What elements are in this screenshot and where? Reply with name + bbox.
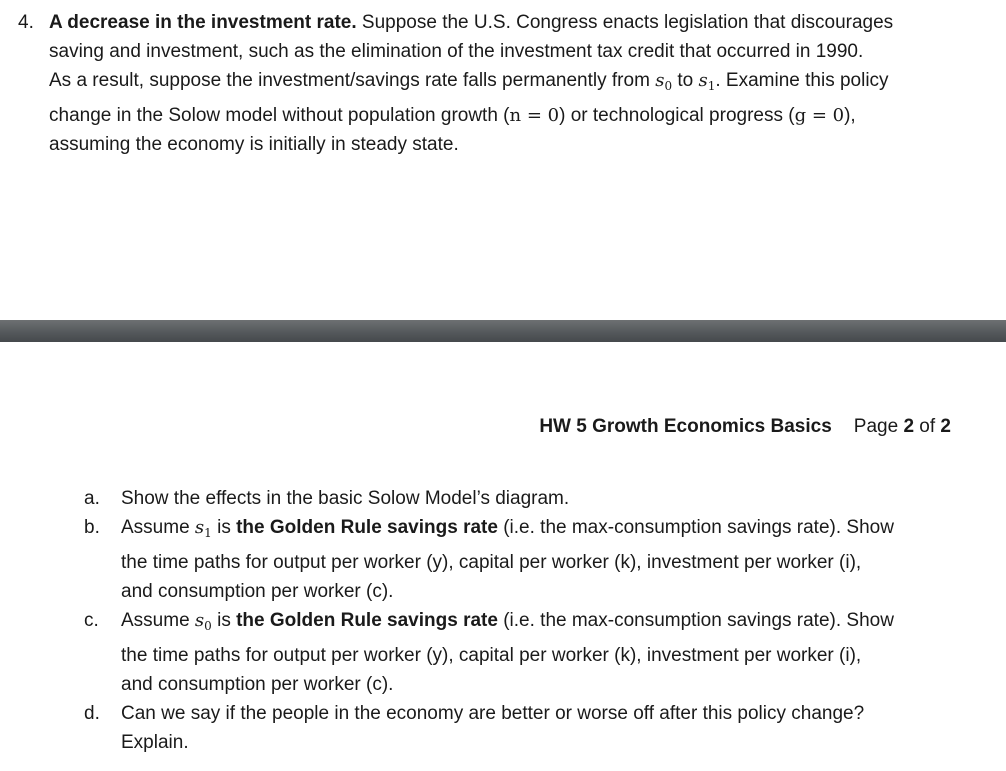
sub-question-letter: a.	[84, 488, 100, 509]
page-header	[539, 415, 951, 439]
question-line-3-to: to	[672, 70, 699, 91]
header-page-word: Page	[853, 416, 904, 437]
page-1-bottom-section	[0, 0, 1006, 320]
header-title: HW 5 Growth Economics Basics	[539, 416, 832, 437]
page-2-top-section	[0, 342, 1006, 771]
math-s0-sub: 0	[204, 619, 212, 633]
header-of-word: of	[914, 416, 941, 437]
sub-question-list	[84, 484, 964, 757]
sub-question-c-mid: is	[211, 610, 237, 631]
math-s1-var: s	[698, 70, 708, 91]
math-s1	[195, 517, 212, 538]
question-line-5: assuming the economy is initially in steady state.	[49, 134, 459, 155]
sub-question-b-line-3: and consumption per worker (c).	[121, 581, 394, 602]
page-break-bar	[0, 320, 1006, 342]
sub-question-d-line-2: Explain.	[121, 732, 189, 753]
sub-question-c-line-3: and consumption per worker (c).	[121, 674, 394, 695]
sub-question-b-pre: Assume	[121, 517, 195, 538]
math-s0-var: s	[655, 70, 665, 91]
header-page-number: 2	[903, 416, 915, 437]
sub-question-b-line-2: the time paths for output per worker (y), capital per worker (k), investment per worker (i),	[121, 552, 862, 573]
math-s1-sub: 1	[204, 526, 212, 540]
math-s1-sub: 1	[707, 79, 716, 93]
question-line-3-text-a: As a result, suppose the investment/savings rate falls permanently from	[49, 70, 656, 91]
question-line-4	[49, 101, 994, 130]
sub-question-c-line-1	[121, 606, 964, 641]
math-g-equation: g = 0	[794, 105, 845, 126]
sub-question-c-line-2: the time paths for output per worker (y), capital per worker (k), investment per worker (i),	[121, 645, 862, 666]
sub-question-d	[84, 699, 964, 757]
sub-question-c-pre: Assume	[121, 610, 195, 631]
sub-question-a	[84, 484, 964, 513]
sub-question-letter: c.	[84, 610, 99, 631]
math-s0-sub: 0	[664, 79, 673, 93]
sub-question-b-mid: is	[211, 517, 237, 538]
golden-rule-phrase: the Golden Rule savings rate	[236, 610, 498, 631]
question-line-4-text-a: change in the Solow model without population growth (	[49, 105, 510, 126]
question-line-4-text-b: ) or technological progress (	[559, 105, 795, 126]
sub-question-a-text: Show the effects in the basic Solow Model’s diagram.	[121, 488, 570, 509]
question-line-1	[49, 8, 994, 37]
math-s0	[195, 610, 212, 631]
question-number: 4.	[18, 12, 34, 33]
math-s0	[655, 70, 672, 91]
question-line-3-text-b: . Examine this policy	[715, 70, 889, 91]
golden-rule-phrase: the Golden Rule savings rate	[236, 517, 498, 538]
header-page-total: 2	[940, 416, 951, 437]
question-4-text	[49, 8, 994, 159]
question-line-4-text-c: ),	[844, 105, 856, 126]
sub-question-c-post: (i.e. the max-consumption savings rate). Show	[497, 610, 894, 631]
sub-question-d-line-1: Can we say if the people in the economy are better or worse off after this policy change?	[121, 703, 865, 724]
question-title: A decrease in the investment rate.	[49, 12, 357, 33]
sub-question-b-post: (i.e. the max-consumption savings rate). Show	[497, 517, 894, 538]
math-s1	[698, 70, 715, 91]
math-s1-var: s	[194, 517, 205, 538]
math-s0-var: s	[194, 610, 205, 631]
math-n-equation: n = 0	[509, 105, 560, 126]
question-line-3	[49, 66, 994, 101]
question-line-1-text: Suppose the U.S. Congress enacts legislation that discourages	[356, 12, 894, 33]
sub-question-letter: d.	[84, 703, 100, 724]
sub-question-letter: b.	[84, 517, 100, 538]
sub-question-b	[84, 513, 964, 606]
question-line-2: saving and investment, such as the elimination of the investment tax credit that occurred in 1990.	[49, 41, 864, 62]
sub-question-c	[84, 606, 964, 699]
sub-question-b-line-1	[121, 513, 964, 548]
